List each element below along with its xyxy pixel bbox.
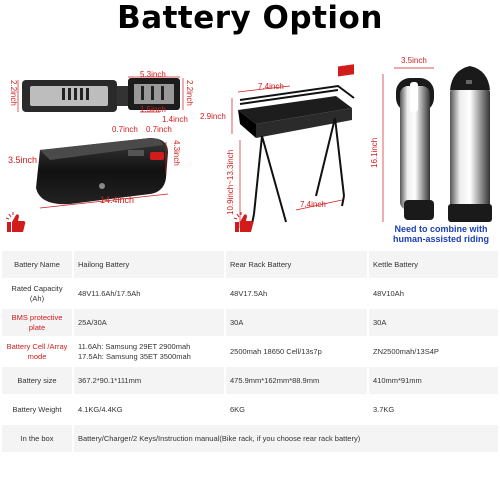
thumbs-up-icon (234, 212, 254, 234)
riding-note: Need to combine with human-assisted riding (392, 224, 490, 244)
dim-kettle-width: 3.5inch (401, 56, 427, 65)
dim-hailong-inch-a: 0.7inch (112, 125, 138, 134)
hailong-cell: 48V11.6Ah/17.5Ah (73, 279, 225, 308)
table-row (1, 250, 499, 279)
rack-cell: 6KG (225, 395, 368, 424)
kettle-cell: 3.7KG (368, 395, 499, 424)
hailong-cell (73, 337, 225, 366)
dim-rack-height: 2.9inch (200, 112, 226, 121)
row-label: Battery Cell /Array mode (1, 337, 73, 366)
hailong-cell: 4.1KG/4.4KG (73, 395, 225, 424)
dim-rack-depth: 7.4inch (300, 200, 326, 209)
rear-rack-battery (238, 64, 354, 224)
dim-rack-width: 7.4inch (258, 82, 284, 91)
kettle-cell: 48V10Ah (368, 279, 499, 308)
table-row (1, 366, 499, 395)
rack-cell: 2500mah 18650 Cell/13s7p (225, 337, 368, 366)
dim-kettle-height: 16.1inch (370, 137, 379, 168)
kettle-cell: Kettle Battery (368, 250, 499, 279)
page-title: Battery Option (117, 0, 383, 36)
dim-hailong-top-width: 5.3inch (140, 70, 166, 79)
kettle-cell: 410mm*91mm (368, 366, 499, 395)
row-label: In the box (1, 424, 73, 453)
table-row (1, 279, 499, 308)
table-row (1, 337, 499, 366)
dim-hailong-side-height: 3.5inch (8, 155, 38, 165)
kettle-cell: ZN2500mah/13S4P (368, 337, 499, 366)
dim-hailong-side-depth: 4.3inch (172, 140, 181, 166)
row-label: Rated Capacity (Ah) (1, 279, 73, 308)
dim-hailong-right-height: 2.2inch (185, 80, 194, 106)
kettle-battery-front (448, 66, 492, 222)
dim-hailong-length: 14.4inch (100, 195, 135, 205)
hailong-cell-line: 17.5Ah: Samsung 35ET 3500mah (78, 351, 191, 361)
in-the-box-cell: Battery/Charger/2 Keys/Instruction manual(Bike rack, if you choose rear rack battery) (73, 424, 499, 453)
hailong-cell: 367.2*90.1*111mm (73, 366, 225, 395)
rack-cell: 475.9mm*162mm*88.9mm (225, 366, 368, 395)
row-label: Battery size (1, 366, 73, 395)
hailong-cell-line: 11.6Ah: Samsung 29ET 2900mah (78, 341, 191, 351)
thumbs-up-icon (6, 212, 26, 234)
table-row (1, 424, 499, 453)
row-label: Battery Name (1, 250, 73, 279)
battery-spec-table (0, 249, 500, 454)
dim-hailong-inch-b: 0.7inch (146, 125, 172, 134)
rack-cell: Rear Rack Battery (225, 250, 368, 279)
hailong-cell: Hailong Battery (73, 250, 225, 279)
row-label: Battery Weight (1, 395, 73, 424)
kettle-battery-side (396, 78, 434, 220)
rack-cell: 48V17.5Ah (225, 279, 368, 308)
table-row (1, 395, 499, 424)
dim-rack-leg: 10.9inch~13.3inch (226, 149, 235, 215)
kettle-cell: 30A (368, 308, 499, 337)
row-label: BMS protective plate (1, 308, 73, 337)
dim-hailong-top-inner: 1.5inch (140, 105, 166, 114)
dim-hailong-left-height: 2.2inch (9, 80, 18, 106)
hailong-cell: 25A/30A (73, 308, 225, 337)
dim-hailong-inch-c: 1.4inch (162, 115, 188, 124)
table-row (1, 308, 499, 337)
rack-cell: 30A (225, 308, 368, 337)
